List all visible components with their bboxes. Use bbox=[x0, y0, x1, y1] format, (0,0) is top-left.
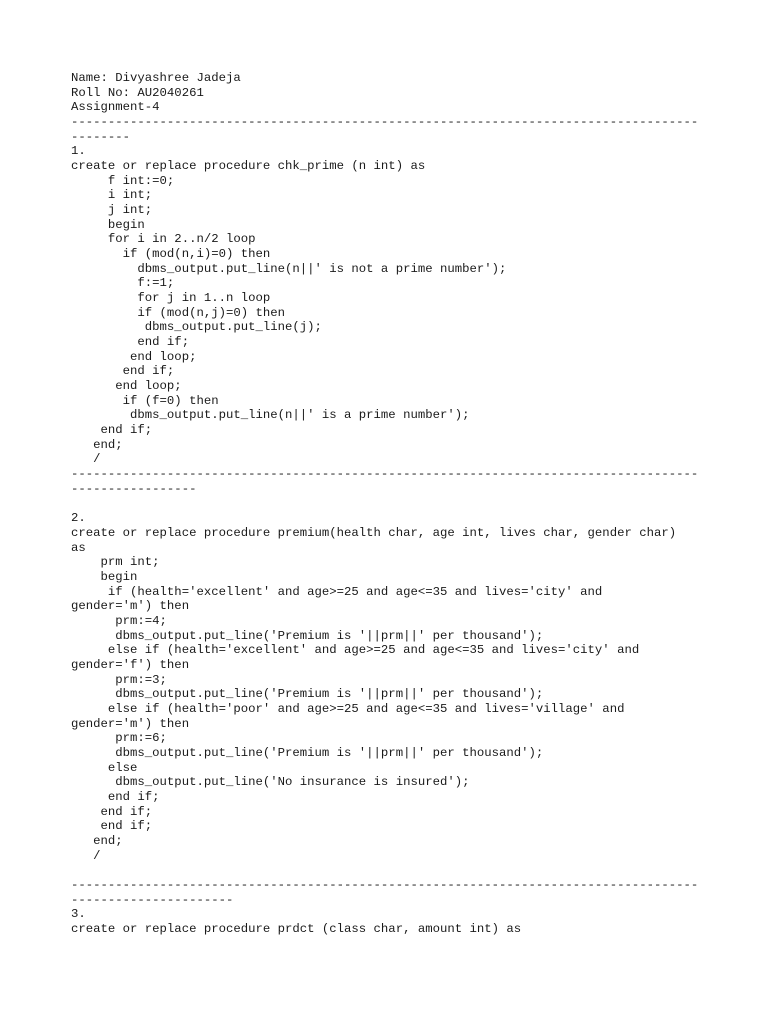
text-line bbox=[71, 863, 698, 878]
text-line: / bbox=[71, 848, 101, 863]
text-line: j int; bbox=[71, 203, 153, 218]
text-line: as bbox=[71, 540, 86, 555]
separator-line: ------------------------------------------------------------------------------------- bbox=[71, 115, 699, 130]
text-line: dbms_output.put_line(j); bbox=[71, 320, 322, 335]
text-line: end; bbox=[71, 437, 123, 452]
text-line: prm:=4; bbox=[71, 613, 167, 628]
text-line: gender='f') then bbox=[71, 657, 190, 672]
document-text bbox=[71, 71, 698, 937]
text-line: dbms_output.put_line(n||' is not a prime number'); bbox=[71, 261, 507, 276]
text-line: if (health='excellent' and age>=25 and age<=35 and lives='city' and bbox=[71, 584, 603, 599]
text-line: i int; bbox=[71, 188, 153, 203]
text-line: dbms_output.put_line(n||' is a prime number'); bbox=[71, 408, 470, 423]
text-line: dbms_output.put_line('Premium is '||prm||' per thousand'); bbox=[71, 628, 544, 643]
text-line: end loop; bbox=[71, 349, 197, 364]
text-line: begin bbox=[71, 569, 138, 584]
text-line: f:=1; bbox=[71, 276, 175, 291]
text-line bbox=[71, 496, 698, 511]
text-line: Assignment-4 bbox=[71, 100, 160, 115]
text-line: create or replace procedure prdct (class char, amount int) as bbox=[71, 921, 522, 936]
text-line: dbms_output.put_line('No insurance is insured'); bbox=[71, 775, 470, 790]
text-line: create or replace procedure premium(health char, age int, lives char, gender char) bbox=[71, 525, 677, 540]
separator-line: ----------------- bbox=[71, 481, 197, 496]
text-line: end; bbox=[71, 833, 123, 848]
text-line: end if; bbox=[71, 804, 153, 819]
text-line: f int:=0; bbox=[71, 173, 175, 188]
text-line: prm int; bbox=[71, 555, 160, 570]
text-line: end if; bbox=[71, 423, 153, 438]
text-line: for j in 1..n loop bbox=[71, 291, 271, 306]
text-line: if (mod(n,i)=0) then bbox=[71, 247, 271, 262]
text-line: Name: Divyashree Jadeja bbox=[71, 71, 241, 85]
text-line: for i in 2..n/2 loop bbox=[71, 232, 256, 247]
text-line: end if; bbox=[71, 364, 175, 379]
text-line: create or replace procedure chk_prime (n int) as bbox=[71, 159, 426, 174]
text-line: gender='m') then bbox=[71, 599, 190, 614]
separator-line: -------- bbox=[71, 129, 131, 144]
text-line: dbms_output.put_line('Premium is '||prm||' per thousand'); bbox=[71, 745, 544, 760]
text-line: if (mod(n,j)=0) then bbox=[71, 305, 286, 320]
text-line: 1. bbox=[71, 144, 86, 159]
separator-line: ---------------------- bbox=[71, 892, 234, 907]
text-line: / bbox=[71, 452, 101, 467]
text-line: else if (health='poor' and age>=25 and age<=35 and lives='village' and bbox=[71, 701, 625, 716]
text-line: gender='m') then bbox=[71, 716, 190, 731]
text-line: end if; bbox=[71, 789, 160, 804]
text-line: else if (health='excellent' and age>=25 and age<=35 and lives='city' and bbox=[71, 643, 640, 658]
text-line: Roll No: AU2040261 bbox=[71, 85, 204, 100]
text-line: end loop; bbox=[71, 379, 182, 394]
separator-line: ------------------------------------------------------------------------------------- bbox=[71, 467, 699, 482]
text-line: prm:=3; bbox=[71, 672, 167, 687]
text-line: begin bbox=[71, 217, 145, 232]
text-line: prm:=6; bbox=[71, 731, 167, 746]
text-line: 3. bbox=[71, 907, 86, 922]
separator-line: ------------------------------------------------------------------------------------- bbox=[71, 877, 699, 892]
text-line: end if; bbox=[71, 335, 190, 350]
text-line: if (f=0) then bbox=[71, 393, 219, 408]
text-line: end if; bbox=[71, 819, 153, 834]
text-line: dbms_output.put_line('Premium is '||prm||' per thousand'); bbox=[71, 687, 544, 702]
text-line: else bbox=[71, 760, 138, 775]
text-line: 2. bbox=[71, 511, 86, 526]
